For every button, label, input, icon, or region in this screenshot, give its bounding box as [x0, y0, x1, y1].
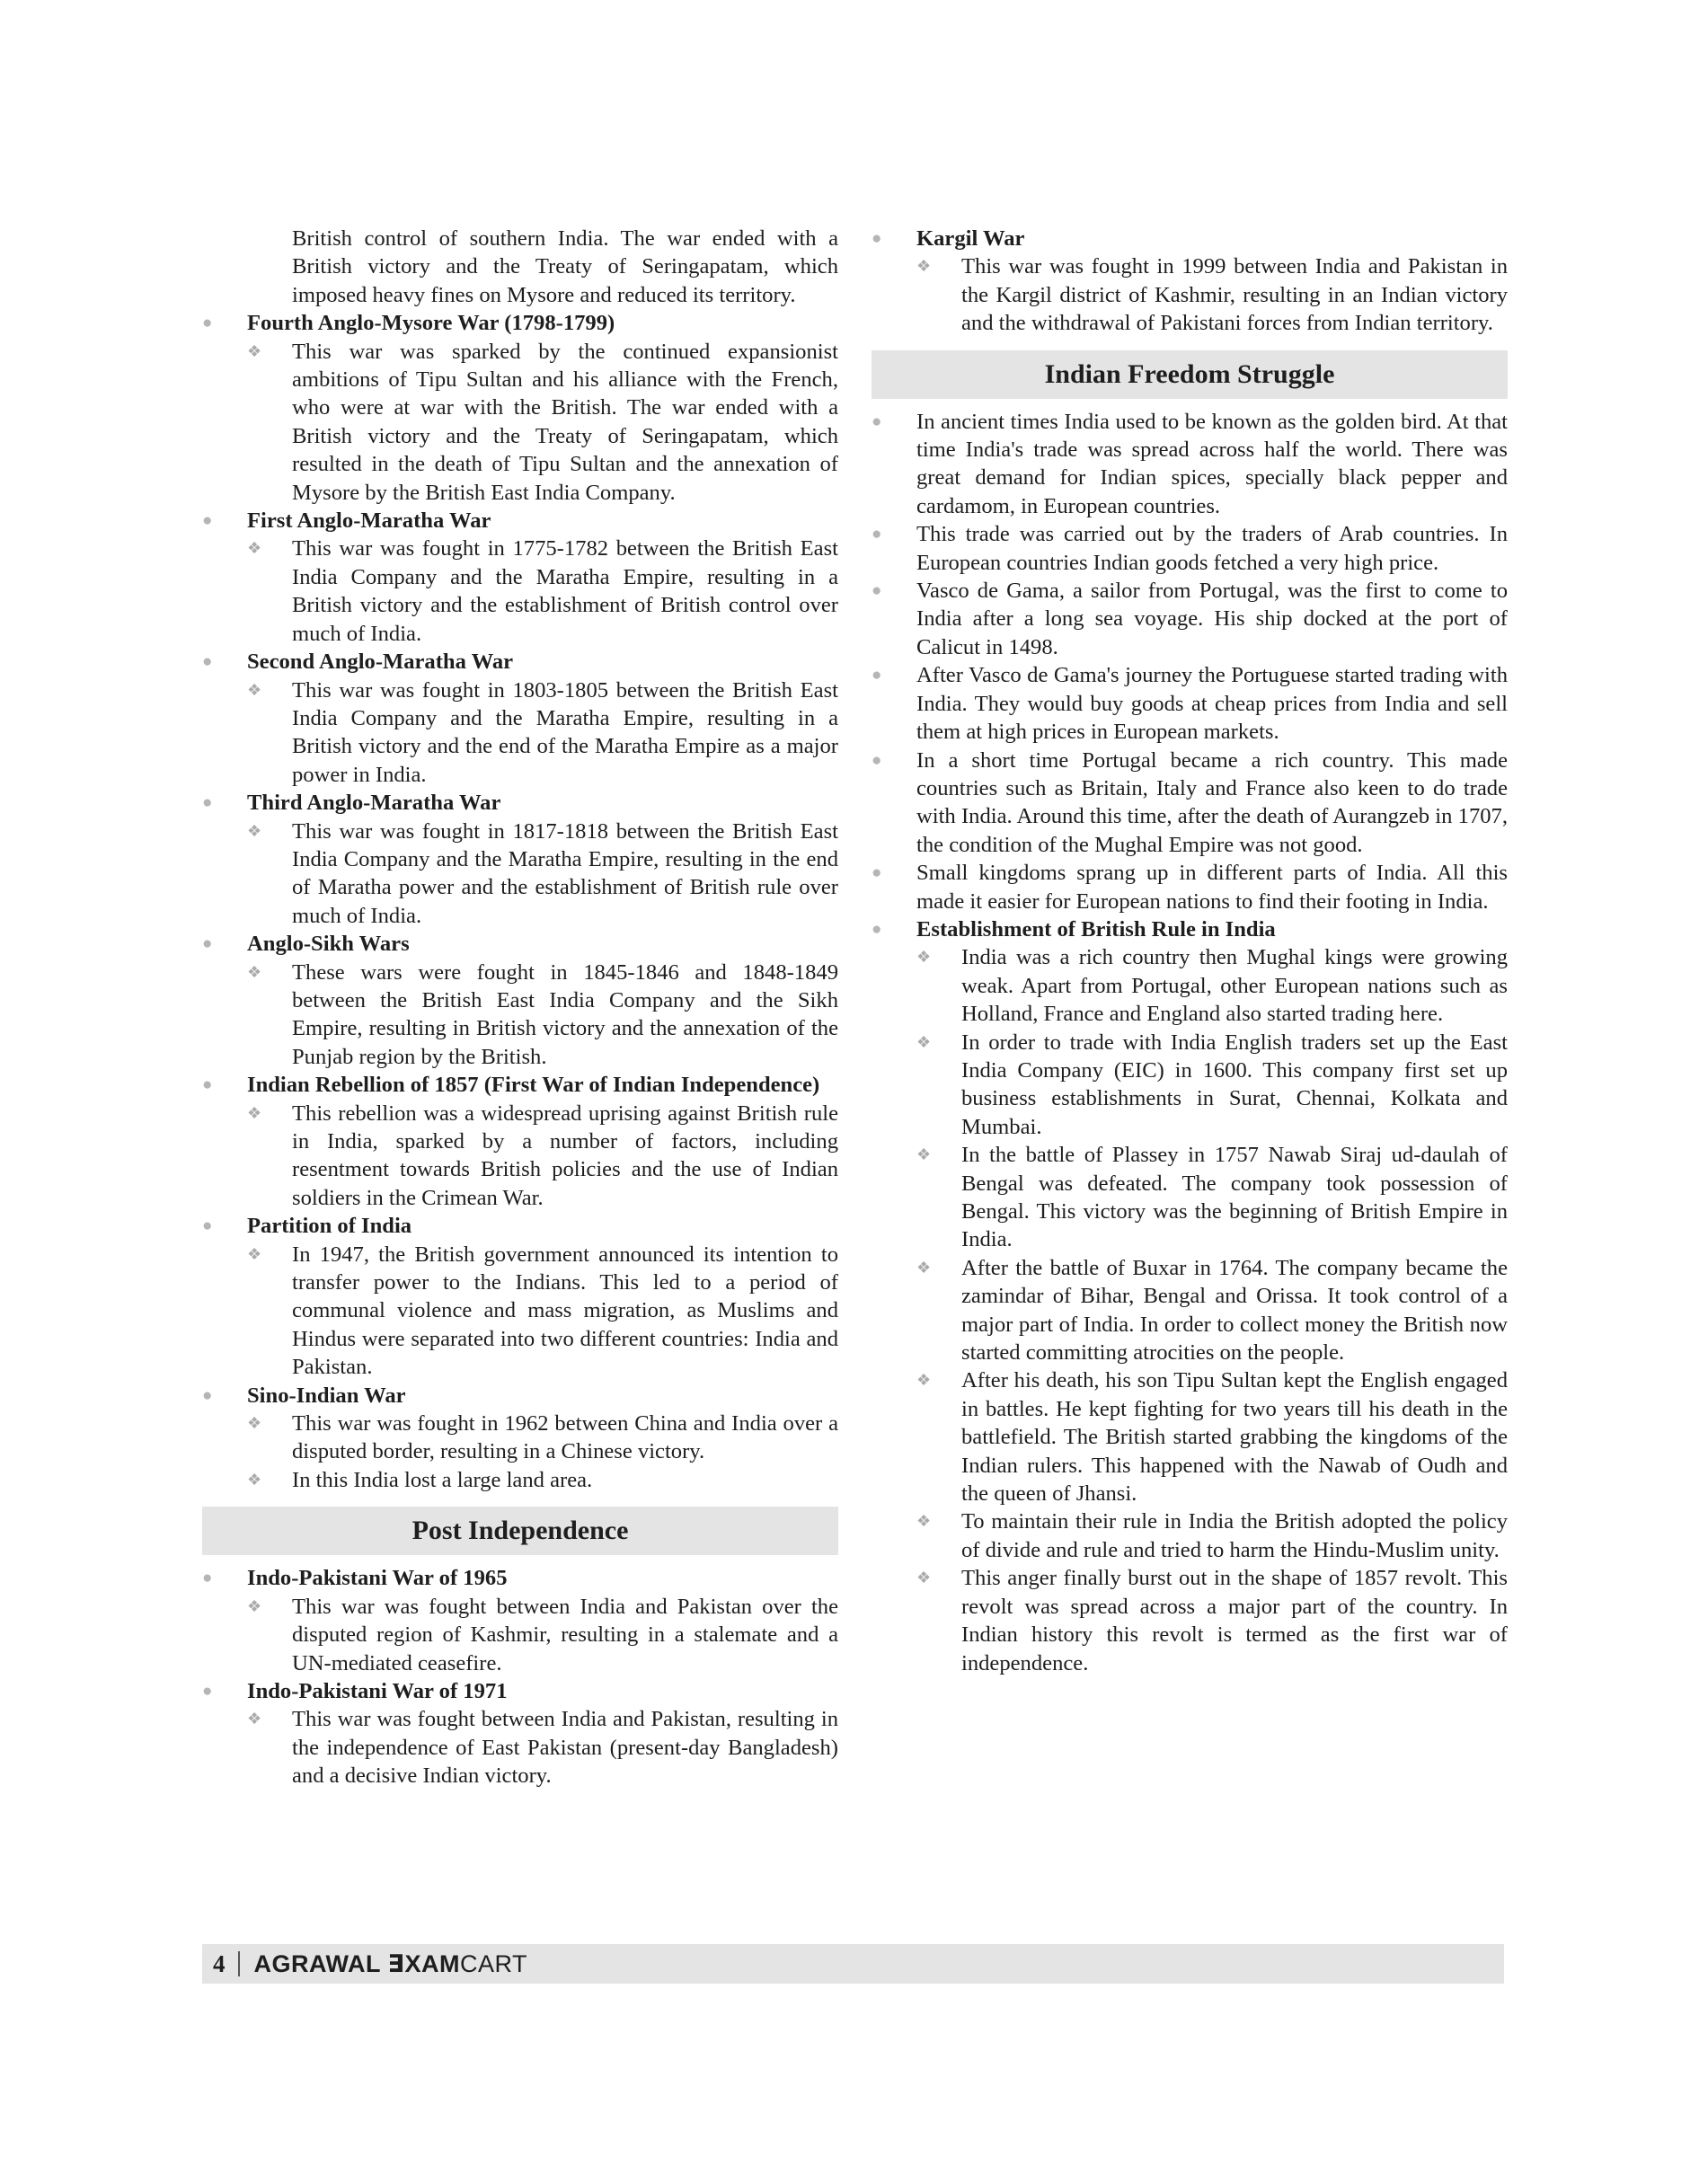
war-point: ❖ This war was fought in 1803-1805 between the British East India Company and the Maratha Empire, resulting in a British victory and the end of the Maratha Empire as a major power in India.	[202, 676, 838, 790]
war-title: ● Fourth Anglo-Mysore War (1798-1799)	[202, 309, 838, 337]
british-rule-entry	[872, 915, 1508, 1677]
war-point: ❖ In 1947, the British government announced its intention to transfer power to the Indians. This led to a period of communal violence and mass migration, as Muslims and Hindus were separated into two different countries: India and Pakistan.	[202, 1241, 838, 1382]
british-rule-point: ❖ In order to trade with India English traders set up the East India Company (EIC) in 1600. This company first set up business establishments in Surat, Chennai, Kolkata and Mumbai.	[872, 1029, 1508, 1142]
war-title: ● Sino-Indian War	[202, 1382, 838, 1410]
right-column	[872, 225, 1508, 1677]
section-heading-freedom-struggle: Indian Freedom Struggle	[872, 350, 1508, 399]
war-title: ● Second Anglo-Maratha War	[202, 648, 838, 676]
war-entry	[202, 309, 838, 507]
war-title: ● Indo-Pakistani War of 1971	[202, 1677, 838, 1705]
section-heading-post-independence: Post Independence	[202, 1507, 838, 1555]
brand-light-text: CART	[459, 1949, 527, 1977]
war-entry	[202, 1071, 838, 1212]
continuation-text: British control of southern India. The war ended with a British victory and the Treaty of Seringapatam, which imposed heavy fines on Mysore and reduced its territory.	[292, 226, 838, 307]
british-rule-point: ❖ After his death, his son Tipu Sultan kept the English engaged in battles. He kept fighting for two years till his death in the battlefield. The British started grabbing the kingdoms of the Indian rulers. This happened with the Nawab of Oudh and the queen of Jhansi.	[872, 1366, 1508, 1507]
war-entry	[202, 1382, 838, 1495]
war-point: ❖ This war was fought between India and Pakistan, resulting in the independence of East Pakistan (present-day Bangladesh) and a decisive Indian victory.	[202, 1705, 838, 1790]
page-number: 4	[213, 1949, 226, 1977]
war-point: ❖ This war was fought in 1999 between India and Pakistan in the Kargil district of Kashmir, resulting in an Indian victory and the withdrawal of Pakistani forces from Indian territory.	[872, 252, 1508, 337]
war-title: ● Indo-Pakistani War of 1965	[202, 1564, 838, 1592]
war-entry	[202, 789, 838, 930]
british-rule-title: ● Establishment of British Rule in India	[872, 915, 1508, 943]
war-entry	[202, 1677, 838, 1790]
war-entry	[202, 1564, 838, 1677]
war-point: ❖ This war was fought in 1962 between China and India over a disputed border, resulting in a Chinese victory.	[202, 1410, 838, 1466]
war-point: ❖ This war was sparked by the continued expansionist ambitions of Tipu Sultan and his alliance with the French, who were at war with the British. The war ended with a British victory and the Treaty of Seringapatam, which resulted in the death of Tipu Sultan and the annexation of Mysore by the British East India Company.	[202, 338, 838, 507]
brand-bold-text: AGRAWAL ∃XAM	[253, 1949, 460, 1977]
war-point: ❖ This rebellion was a widespread uprising against British rule in India, sparked by a number of factors, including resentment towards British policies and the use of Indian soldiers in the Crimean War.	[202, 1100, 838, 1213]
war-entry	[202, 648, 838, 789]
page-footer	[202, 1944, 1504, 1984]
war-title: ● Kargil War	[872, 225, 1508, 252]
war-title: ● First Anglo-Maratha War	[202, 507, 838, 535]
war-point: ❖ In this India lost a large land area.	[202, 1466, 838, 1494]
war-point: ❖ These wars were fought in 1845-1846 and 1848-1849 between the British East India Company and the Sikh Empire, resulting in British victory and the annexation of the Punjab region by the British.	[202, 959, 838, 1072]
paragraph: ● Vasco de Gama, a sailor from Portugal, was the first to come to India after a long sea voyage. His ship docked at the port of Calicut in 1498.	[872, 577, 1508, 661]
war-entry	[872, 225, 1508, 338]
war-title: ● Partition of India	[202, 1212, 838, 1240]
paragraph: ● This trade was carried out by the traders of Arab countries. In European countries Indian goods fetched a very high price.	[872, 520, 1508, 577]
paragraph: ● In ancient times India used to be known as the golden bird. At that time India's trade was spread across half the world. There was great demand for Indian spices, specially black pepper and cardamom, in European countries.	[872, 408, 1508, 521]
brand-logo	[254, 1950, 527, 1978]
war-point: ❖ This war was fought in 1817-1818 between the British East India Company and the Maratha Empire, resulting in the end of Maratha power and the establishment of British rule over much of India.	[202, 818, 838, 931]
british-rule-point: ❖ India was a rich country then Mughal kings were growing weak. Apart from Portugal, other European nations such as Holland, France and England also started trading here.	[872, 943, 1508, 1028]
british-rule-point: ❖ After the battle of Buxar in 1764. The company became the zamindar of Bihar, Bengal and Orissa. It took control of a major part of India. In order to collect money the British now started committing atrocities on the people.	[872, 1254, 1508, 1367]
war-title: ● Anglo-Sikh Wars	[202, 930, 838, 958]
paragraph: ● Small kingdoms sprang up in different parts of India. All this made it easier for European nations to find their footing in India.	[872, 859, 1508, 915]
war-entry	[202, 930, 838, 1071]
war-entry	[202, 507, 838, 648]
war-point: ❖ This war was fought between India and Pakistan over the disputed region of Kashmir, resulting in a stalemate and a UN-mediated ceasefire.	[202, 1593, 838, 1677]
war-point: ❖ This war was fought in 1775-1782 between the British East India Company and the Maratha Empire, resulting in a British victory and the establishment of British control over much of India.	[202, 535, 838, 648]
british-rule-point: ❖ To maintain their rule in India the British adopted the policy of divide and rule and tried to harm the Hindu-Muslim unity.	[872, 1507, 1508, 1564]
footer-divider	[238, 1951, 240, 1976]
war-title: ● Third Anglo-Maratha War	[202, 789, 838, 817]
british-rule-point: ❖ In the battle of Plassey in 1757 Nawab Siraj ud-daulah of Bengal was defeated. The company took possession of Bengal. This victory was the beginning of British Empire in India.	[872, 1141, 1508, 1254]
paragraph: ● After Vasco de Gama's journey the Portuguese started trading with India. They would buy goods at cheap prices from India and sell them at high prices in European markets.	[872, 661, 1508, 746]
left-column	[202, 225, 838, 1790]
war-entry	[202, 1212, 838, 1381]
british-rule-point: ❖ This anger finally burst out in the shape of 1857 revolt. This revolt was spread across a major part of the country. In Indian history this revolt is termed as the first war of independence.	[872, 1564, 1508, 1677]
war-title: ● Indian Rebellion of 1857 (First War of Indian Independence)	[202, 1071, 838, 1099]
paragraph: ● In a short time Portugal became a rich country. This made countries such as Britain, Italy and France also keen to do trade with India. Around this time, after the death of Aurangzeb in 1707, the condition of the Mughal Empire was not good.	[872, 747, 1508, 860]
